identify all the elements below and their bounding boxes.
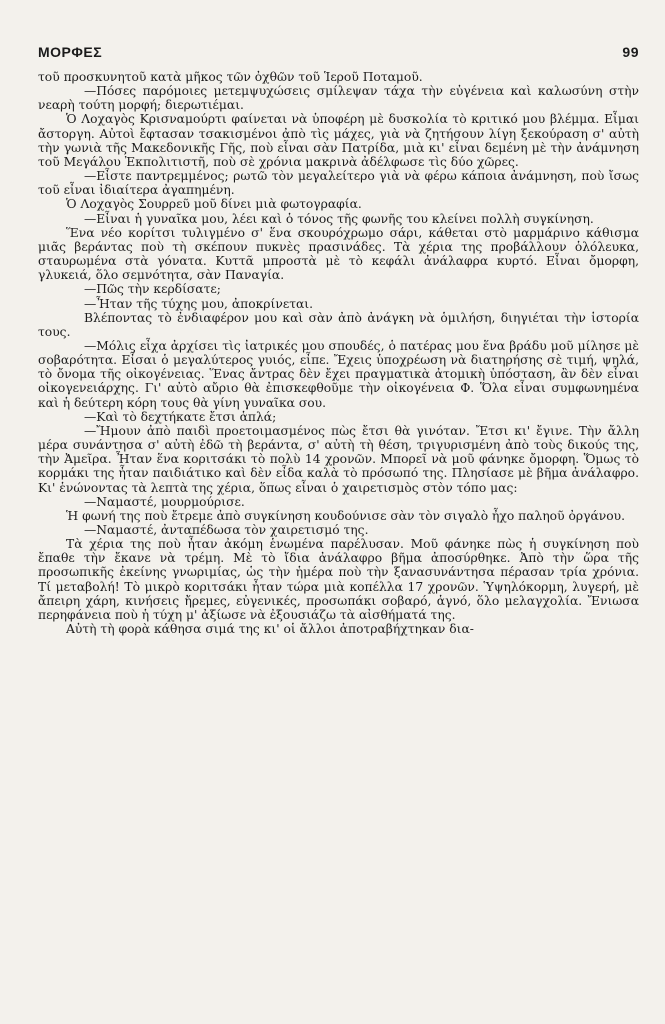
paragraph: Ὁ Λοχαγὸς Κρισναμούρτι φαίνεται νὰ ὑποφέρη μὲ δυσκολία τὸ κριτικό μου βλέμμα. Εἶμαι ἄστοργη. Αὐτοὶ ἔφτασαν τσακισμένοι ἀπὸ τὶς μάχες, γιὰ νὰ ζητήσουν λίγη ξεκούραση σ' αὐτὴ τὴν γωνιὰ τῆς Μακεδονικῆς Γῆς, ποὺ εἶναι σὰν Πατρίδα, μιὰ κι' εἶναι δεμένη μὲ τὴν ἀνάμνηση τοῦ Μεγάλου Ἐκπολιτιστῆ, ποὺ σὲ χρόνια μακρινὰ ἀδέλφωσε τὶς δύο χῶρες. [38, 112, 639, 169]
dialogue-paragraph: —Μόλις εἶχα ἀρχίσει τὶς ἰατρικές μου σπουδές, ὁ πατέρας μου ἕνα βράδυ μοῦ μίλησε μὲ σοβαρότητα. Εἶσαι ὁ μεγαλύτερος γυιός, εἶπε. Ἔχεις ὑποχρέωση νὰ διατηρήσης σὲ τιμή, ψηλά, τὸ ὄνομα τῆς οἰκογένειας. Ἕνας ἄντρας δὲν ἔχει πραγματικὰ ἀτομικὴ ὑπόσταση, ἂν δὲν εἶναι οἰκογενειάρχης. Γι' αὐτὸ αὔριο θὰ ἐπισκεφθοῦμε τὴν οἰκογένεια Φ. Ὅλα εἶναι συμφωνημένα καὶ ἡ δεύτερη κόρη τους θὰ γίνη γυναῖκα σου. [38, 338, 639, 410]
paragraph: Αὐτὴ τὴ φορὰ κάθησα σιμά της κι' οἱ ἄλλοι ἀποτραβήχτηκαν δια- [66, 622, 474, 637]
paragraph: Ἕνα νέο κορίτσι τυλιγμένο σ' ἕνα σκουρόχρωμο σάρι, κάθεται στὸ μαρμάρινο κάθισμα μιᾶς βεράντας ποὺ τὴ σκέπουν πυκνὲς πρασινάδες. Τὰ χέρια της προβάλλουν ὁλόλευκα, σταυρωμένα στὰ γόνατα. Κυττᾶ μπροστὰ μὲ τὸ κεφάλι ἀνάλαφρα κυρτό. Εἶναι ὄμορφη, γλυκειά, ὅλο σεμνότητα, σὰν Παναγία. [38, 225, 639, 283]
dialogue-paragraph: —Ναμαστέ, ἀνταπέδωσα τὸν χαιρετισμό της. [84, 523, 369, 537]
paragraph: τοῦ προσκυνητοῦ κατὰ μῆκος τῶν ὀχθῶν τοῦ Ἱεροῦ Ποταμοῦ. [38, 70, 423, 84]
body-text [38, 70, 639, 636]
paragraph: Ἡ φωνή της ποὺ ἔτρεμε ἀπὸ συγκίνηση κουδούνισε σὰν τὸν σιγαλὸ ἦχο παληοῦ ὀργάνου. [66, 508, 626, 523]
paragraph: Τὰ χέρια της ποὺ ἦταν ἀκόμη ἑνωμένα παρέλυσαν. Μοῦ φάνηκε πὼς ἡ συγκίνηση ποὺ ἔπαθε τὴν ἔκανε νὰ τρέμη. Μὲ τὸ ἴδια ἀνάλαφρο βῆμα ἀποσύρθηκε. Ἀπὸ τὴν ὥρα τῆς προσωπικῆς ἐκείνης γνωριμίας, ὡς τὴν ἡμέρα ποὺ τὴν ξανασυνάντησα πέρασαν τρία χρόνια. Τί μεταβολή! Τὸ μικρὸ κοριτσάκι ἦταν τώρα μιὰ κοπέλλα 17 χρονῶν. Ὑψηλόκορμη, λυγερή, μὲ ἄπειρη χάρη, κινήσεις ἤρεμες, εὐγενικές, προσωπάκι σοβαρό, ἁγνό, ὅλο μελαγχολία. Ἔνιωσα περηφάνεια ποὺ ἡ τύχη μ' ἀξίωσε νὰ ἐξουσιάζω τὰ αἰσθήματά της. [38, 537, 639, 622]
dialogue-paragraph: —Εἶναι ἡ γυναῖκα μου, λέει καὶ ὁ τόνος τῆς φωνῆς του κλείνει πολλὴ συγκίνηση. [84, 211, 594, 226]
dialogue-paragraph: —Καὶ τὸ δεχτήκατε ἔτσι ἁπλά; [84, 409, 277, 424]
dialogue-paragraph: —Πῶς τὴν κερδίσατε; [84, 282, 221, 297]
paragraph: Ὁ Λοχαγὸς Σουρρεῦ μοῦ δίνει μιὰ φωτογραφία. [66, 197, 362, 212]
dialogue-paragraph: —Ναμαστέ, μουρμούρισε. [84, 494, 245, 509]
dialogue-paragraph: —Ἤμουν ἀπὸ παιδὶ προετοιμασμένος πὼς ἔτσι θὰ γινόταν. Ἔτσι κι' ἔγινε. Τὴν ἄλλη μέρα συνάντησα σ' αὐτὴ ἐδῶ τὴ βεράντα, σ' αὐτὴ τὴ θέση, τριγυρισμένη ἀπὸ τοὺς δικούς της, τὴν Ἀμεῖρα. Ἦταν ἕνα κοριτσάκι τὸ πολὺ 14 χρονῶν. Μπορεῖ νὰ μοῦ φάνηκε ὄμορφη. Ὅμως τὸ κορμάκι της ἦταν παιδιάτικο καὶ δὲν εἶδα καλὰ τὸ πρόσωπό της. Πλησίασε μὲ βῆμα ἀνάλαφρο. Κι' ἑνώνοντας τὰ λεπτὰ της χέρια, ὅπως εἶναι ὁ χαιρετισμὸς στὸν τόπο μας: [38, 423, 639, 495]
page-number: 99 [622, 44, 639, 60]
page-header [38, 44, 639, 60]
dialogue-paragraph: —Ἦταν τῆς τύχης μου, ἀποκρίνεται. [84, 296, 314, 311]
dialogue-paragraph: Βλέποντας τὸ ἐνδιαφέρον μου καὶ σὰν ἀπὸ ἀνάγκη νὰ ὁμιλήση, διηγιέται τὴν ἱστορία τους. [38, 310, 639, 339]
dialogue-paragraph: —Πόσες παρόμοιες μετεμψυχώσεις σμίλεψαν τάχα τὴν εὐγένεια καὶ καλωσύνη στὴν νεαρὴ τούτη μορφή; διερωτιέμαι. [38, 84, 639, 113]
running-title: ΜΟΡΦΕΣ [38, 44, 103, 60]
dialogue-paragraph: —Εἶστε παντρεμμένος; ρωτῶ τὸν μεγαλείτερο γιὰ νὰ φέρω κάποια ἀνάμνηση, ποὺ ἴσως τοῦ εἶναι ἰδιαίτερα ἀγαπημένη. [38, 169, 639, 198]
